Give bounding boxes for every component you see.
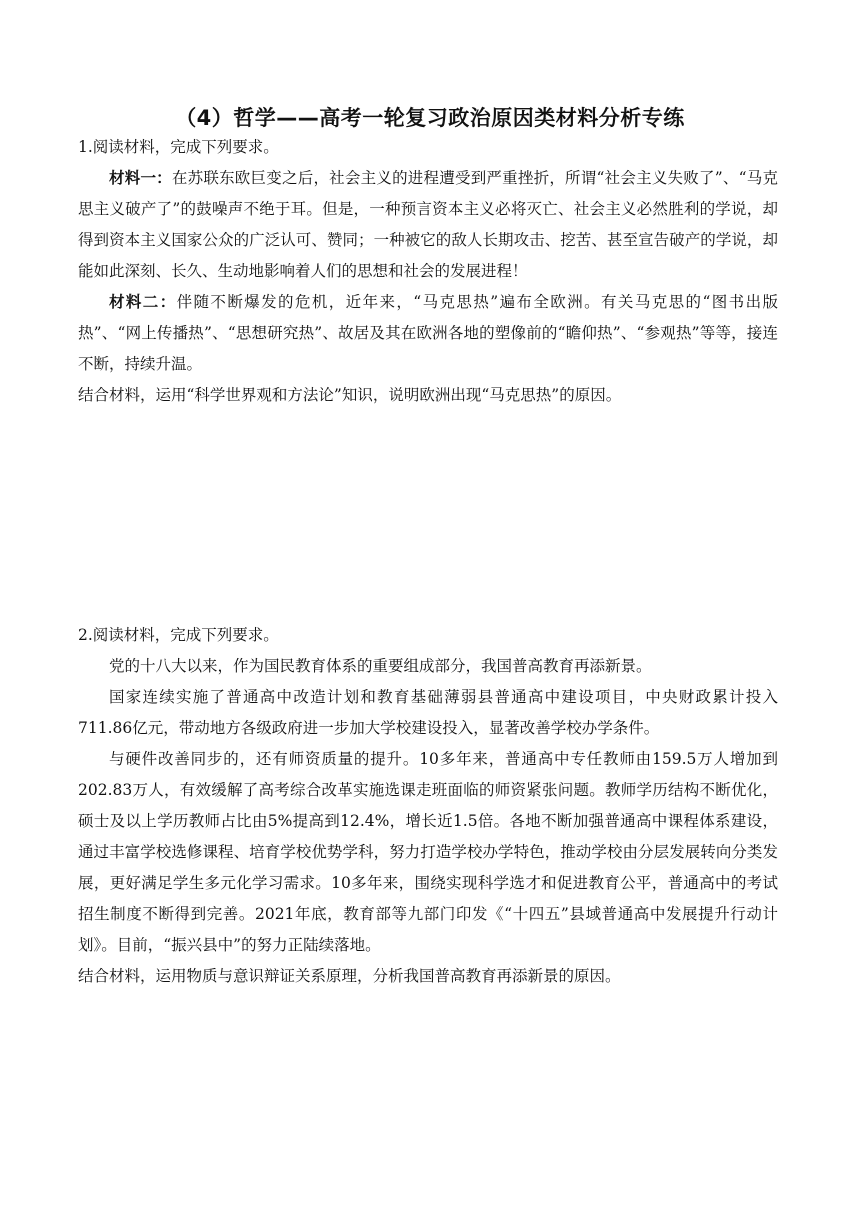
question-2-paragraph-1: 党的十八大以来，作为国民教育体系的重要组成部分，我国普高教育再添新景。 bbox=[109, 657, 652, 675]
material-2-text: 伴随不断爆发的危机，近年来，“马克思热”遍布全欧洲。有关马克思的“图书出版热”、“网上传播热”、“思想研究热”、故居及其在欧洲各地的塑像前的“瞻仰热”、“参观热”等等，接连不断，持续升温。 bbox=[78, 293, 778, 373]
document-title: （4）哲学——高考一轮复习政治原因类材料分析专练 bbox=[175, 106, 685, 130]
question-2-paragraph-2: 国家连续实施了普通高中改造计划和教育基础薄弱县普通高中建设项目，中央财政累计投入711.86亿元，带动地方各级政府进一步加大学校建设投入，显著改善学校办学条件。 bbox=[78, 688, 778, 737]
question-2-paragraph-3: 与硬件改善同步的，还有师资质量的提升。10多年来，普通高中专任教师由159.5万人增加到202.83万人，有效缓解了高考综合改革实施选课走班面临的师资紧张问题。教师学历结构不断优化，硕士及以上学历教师占比由5%提高到12.4%，增长近1.5倍。各地不断加强普通高中课程体系建设，通过丰富学校选修课程、培育学校优势学科，努力打造学校办学特色，推动学校由分层发展转向分类发展，更好满足学生多元化学习需求。10多年来，围绕实现科学选才和促进教育公平，普通高中的考试招生制度不断得到完善。2021年底，教育部等九部门印发《“十四五”县域普通高中发展提升行动计划》。目前，“振兴县中”的努力正陆续落地。 bbox=[78, 750, 778, 954]
question-2-prompt: 结合材料，运用物质与意识辩证关系原理，分析我国普高教育再添新景的原因。 bbox=[78, 967, 621, 985]
question-2-stem: 2.阅读材料，完成下列要求。 bbox=[78, 626, 279, 644]
material-1 bbox=[78, 163, 778, 287]
material-1-text: 在苏联东欧巨变之后，社会主义的进程遭受到严重挫折，所谓“社会主义失败了”、“马克思主义破产了”的鼓噪声不绝于耳。但是，一种预言资本主义必将灭亡、社会主义必然胜利的学说，却得到资本主义国家公众的广泛认可、赞同；一种被它的敌人长期攻击、挖苦、甚至宣告破产的学说，却能如此深刻、长久、生动地影响着人们的思想和社会的发展进程！ bbox=[78, 169, 778, 280]
question-2 bbox=[78, 620, 778, 992]
material-2 bbox=[78, 287, 778, 380]
question-1-prompt: 结合材料，运用“科学世界观和方法论”知识，说明欧洲出现“马克思热”的原因。 bbox=[78, 386, 622, 404]
material-1-label: 材料一： bbox=[109, 169, 172, 187]
question-1 bbox=[78, 132, 778, 411]
material-2-label: 材料二： bbox=[109, 293, 177, 311]
question-1-stem: 1.阅读材料，完成下列要求。 bbox=[78, 138, 279, 156]
